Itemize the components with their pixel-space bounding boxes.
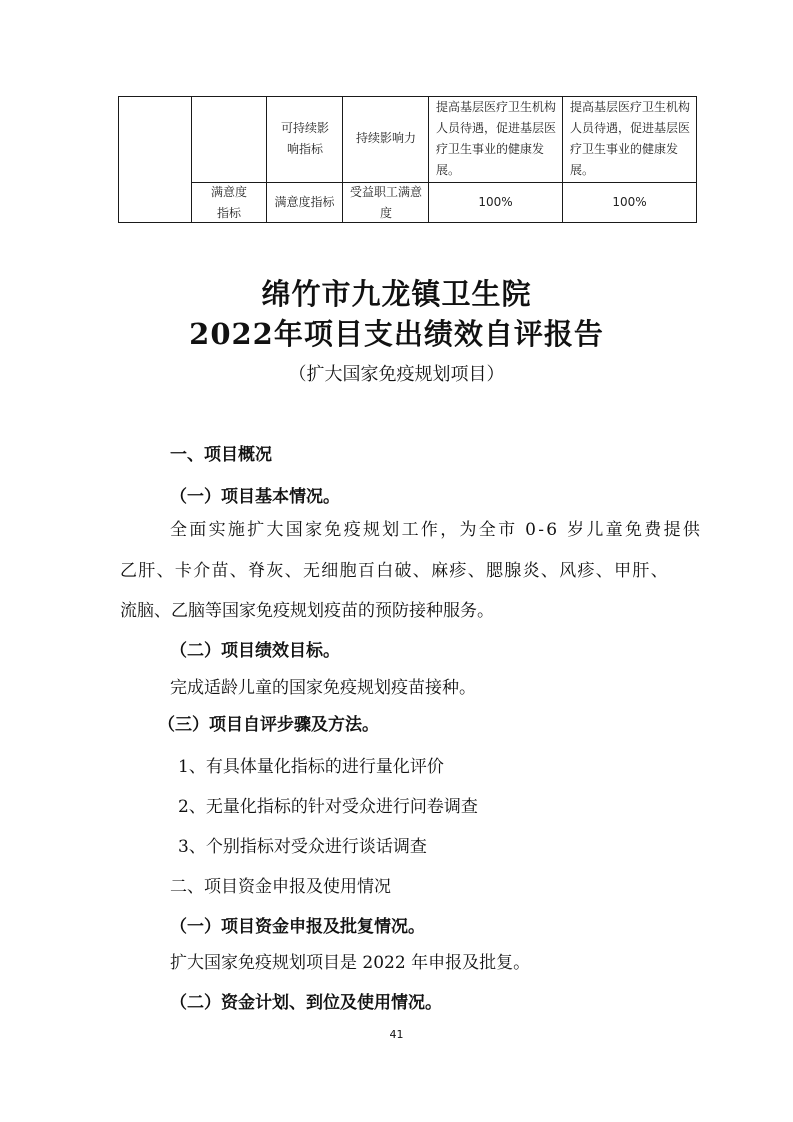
section-heading-2: 二、项目资金申报及使用情况 (170, 877, 391, 897)
cell-actual-percent: 100% (612, 195, 647, 209)
paragraph-basic-line2: 乙肝、卡介苗、脊灰、无细胞百白破、麻疹、腮腺炎、风疹、甲肝、 (120, 561, 669, 581)
section-heading-1: 一、项目概况 (170, 445, 272, 465)
paragraph-basic-line1: 全面实施扩大国家免疫规划工作，为全市 0-6 岁儿童免费提供 (170, 520, 703, 540)
cell-target-value: 提高基层医疗卫生机构人员待遇，促进基层医疗卫生事业的健康发展。 (436, 100, 557, 177)
cell-satisfaction-indicator: 满意度指标 (274, 195, 335, 209)
paragraph-goal: 完成适龄儿童的国家免疫规划疫苗接种。 (170, 678, 476, 698)
cell-satisfaction-category: 满意度指标 (210, 185, 247, 220)
method-item-1: 1、有具体量化指标的进行量化评价 (178, 757, 444, 777)
table-line-v4 (342, 96, 343, 223)
paragraph-basic-line3: 流脑、乙脑等国家免疫规划疫苗的预防接种服务。 (120, 601, 494, 621)
method-item-3: 3、个别指标对受众进行谈话调查 (178, 837, 427, 857)
report-title-line1: 绵竹市九龙镇卫生院 (261, 277, 532, 311)
report-title-line2: 2022年项目支出绩效自评报告 (189, 317, 604, 351)
paragraph-funding: 扩大国家免疫规划项目是 2022 年申报及批复。 (170, 953, 531, 973)
subsection-heading-funding: （一）项目资金申报及批复情况。 (170, 917, 425, 937)
table-line-v2 (191, 96, 192, 223)
report-subtitle: （扩大国家免疫规划项目） (288, 364, 505, 385)
subsection-heading-method: （三）项目自评步骤及方法。 (158, 715, 379, 735)
page-number: 41 (389, 1028, 404, 1041)
table-line-v1 (118, 96, 119, 223)
subsection-heading-basic: （一）项目基本情况。 (170, 487, 340, 507)
method-item-2: 2、无量化指标的针对受众进行问卷调查 (178, 797, 478, 817)
table-line-v7 (696, 96, 697, 223)
cell-sustainable-influence: 持续影响力 (355, 131, 416, 145)
cell-sustainable-indicator: 可持续影响指标 (280, 121, 329, 156)
cell-staff-satisfaction: 受益职工满意度 (349, 185, 422, 220)
subsection-heading-goal: （二）项目绩效目标。 (170, 641, 340, 661)
subsection-heading-plan: （二）资金计划、到位及使用情况。 (170, 993, 442, 1013)
cell-actual-value: 提高基层医疗卫生机构人员待遇，促进基层医疗卫生事业的健康发展。 (570, 100, 691, 177)
cell-target-percent: 100% (478, 195, 513, 209)
